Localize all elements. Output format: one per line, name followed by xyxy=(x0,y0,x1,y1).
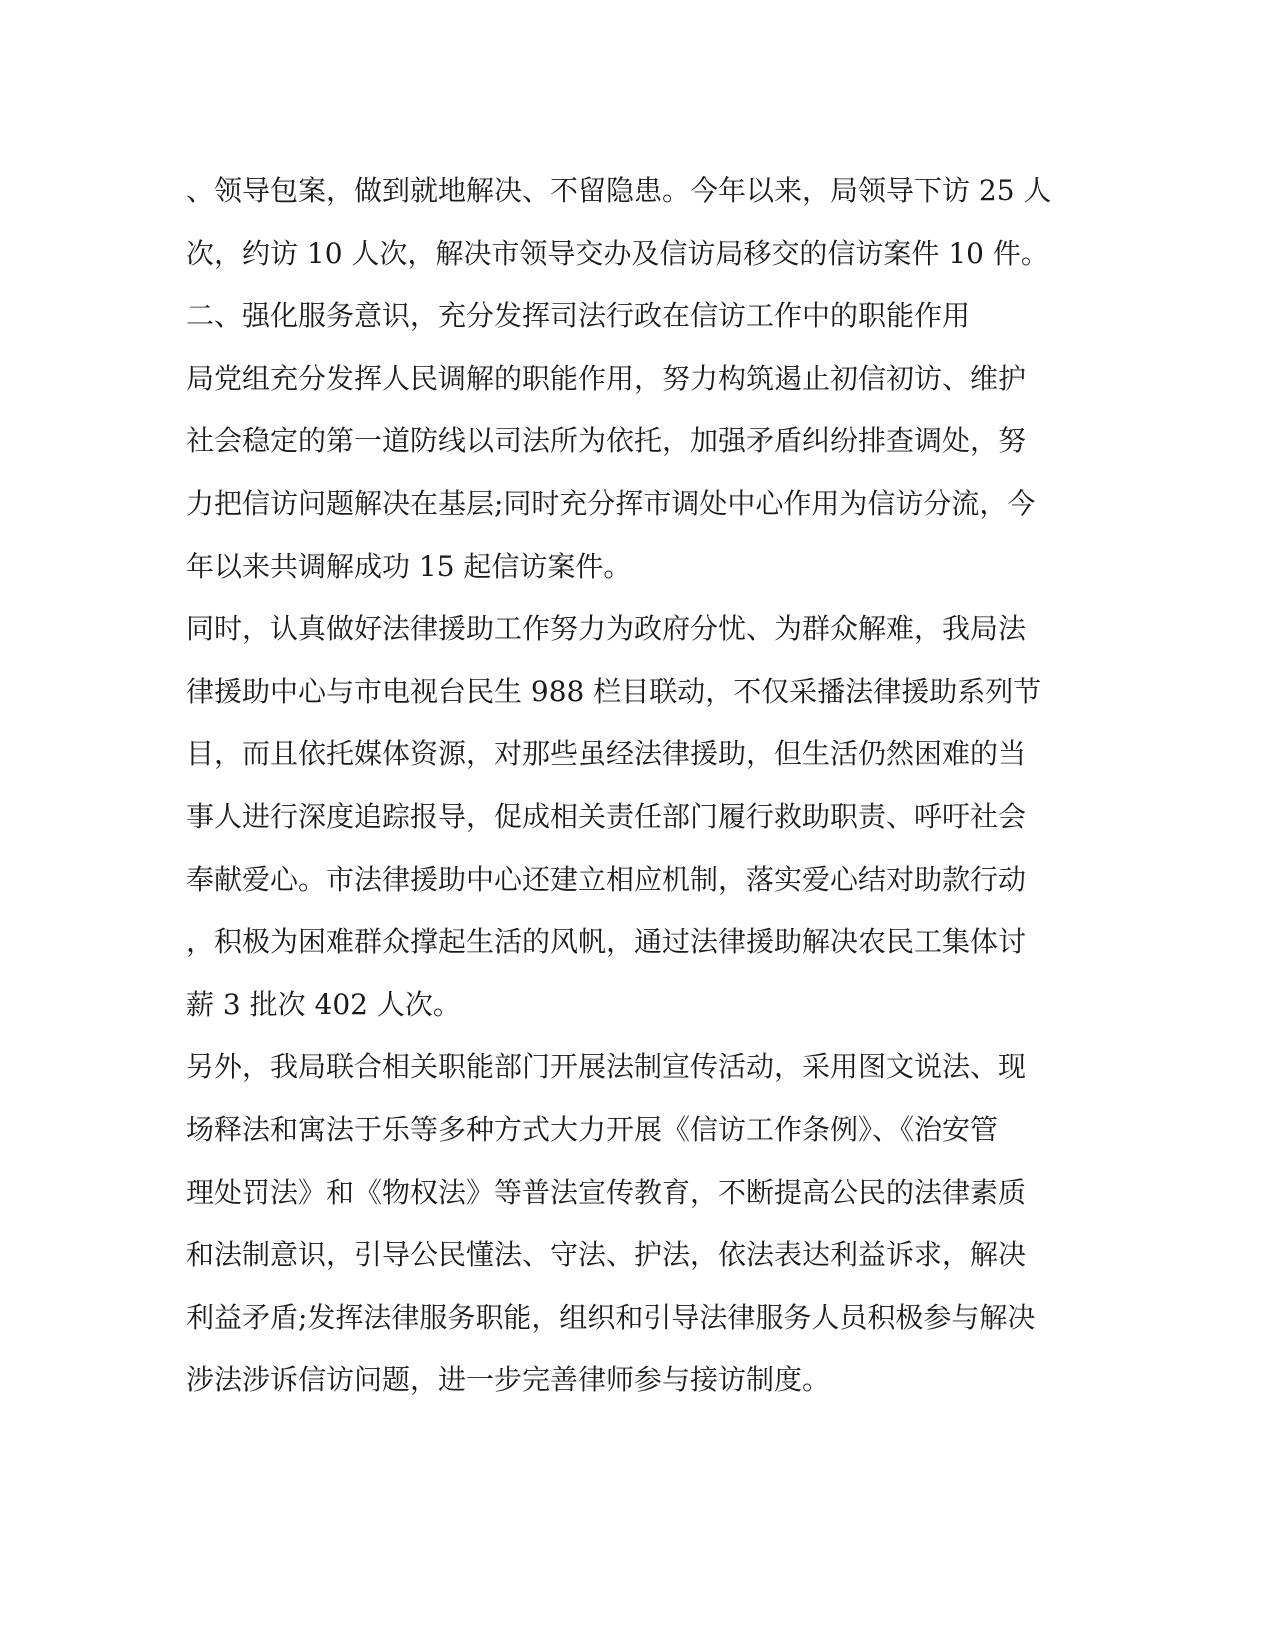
text-line: 年以来共调解成功 15 起信访案件。 xyxy=(186,549,632,583)
text-line: ，积极为困难群众撑起生活的风帆，通过法律援助解决农民工集体讨 xyxy=(186,925,1027,959)
text-line: 和法制意识，引导公民懂法、守法、护法，依法表达利益诉求，解决 xyxy=(186,1238,1027,1272)
text-line: 涉法涉诉信访问题，进一步完善律师参与接访制度。 xyxy=(186,1363,831,1397)
text-line: 理处罚法》和《物权法》等普法宣传教育，不断提高公民的法律素质 xyxy=(186,1175,1027,1209)
text-line: 场释法和寓法于乐等多种方式大力开展《信访工作条例》、《治安管 xyxy=(186,1112,999,1146)
text-line: 局党组充分发挥人民调解的职能作用，努力构筑遏止初信初访、维护 xyxy=(186,361,1027,395)
text-line: 力把信访问题解决在基层;同时充分挥市调处中心作用为信访分流，今 xyxy=(186,486,1036,520)
text-line: 律援助中心与市电视台民生 988 栏目联动，不仅采播法律援助系列节 xyxy=(186,674,1042,708)
text-line: 另外，我局联合相关职能部门开展法制宣传活动，采用图文说法、现 xyxy=(186,1050,1027,1084)
text-line: 次，约访 10 人次，解决市领导交办及信访局移交的信访案件 10 件。 xyxy=(186,236,1049,270)
text-line: 社会稳定的第一道防线以司法所为依托，加强矛盾纠纷排查调处，努 xyxy=(186,424,1027,458)
text-line: 同时，认真做好法律援助工作努力为政府分忧、为群众解难，我局法 xyxy=(186,612,1027,646)
text-line: 事人进行深度追踪报导，促成相关责任部门履行救助职责、呼吁社会 xyxy=(186,799,1027,833)
text-line: 、领导包案，做到就地解决、不留隐患。今年以来，局领导下访 25 人 xyxy=(186,174,1052,207)
text-line: 目，而且依托媒体资源，对那些虽经法律援助，但生活仍然困难的当 xyxy=(186,737,1027,771)
text-line: 利益矛盾;发挥法律服务职能，组织和引导法律服务人员积极参与解决 xyxy=(186,1300,1036,1334)
text-line: 奉献爱心。市法律援助中心还建立相应机制，落实爱心结对助款行动 xyxy=(186,862,1027,896)
document-body xyxy=(186,160,1052,1412)
section-heading: 二、强化服务意识，充分发挥司法行政在信访工作中的职能作用 xyxy=(186,299,971,333)
text-line: 薪 3 批次 402 人次。 xyxy=(186,987,461,1021)
